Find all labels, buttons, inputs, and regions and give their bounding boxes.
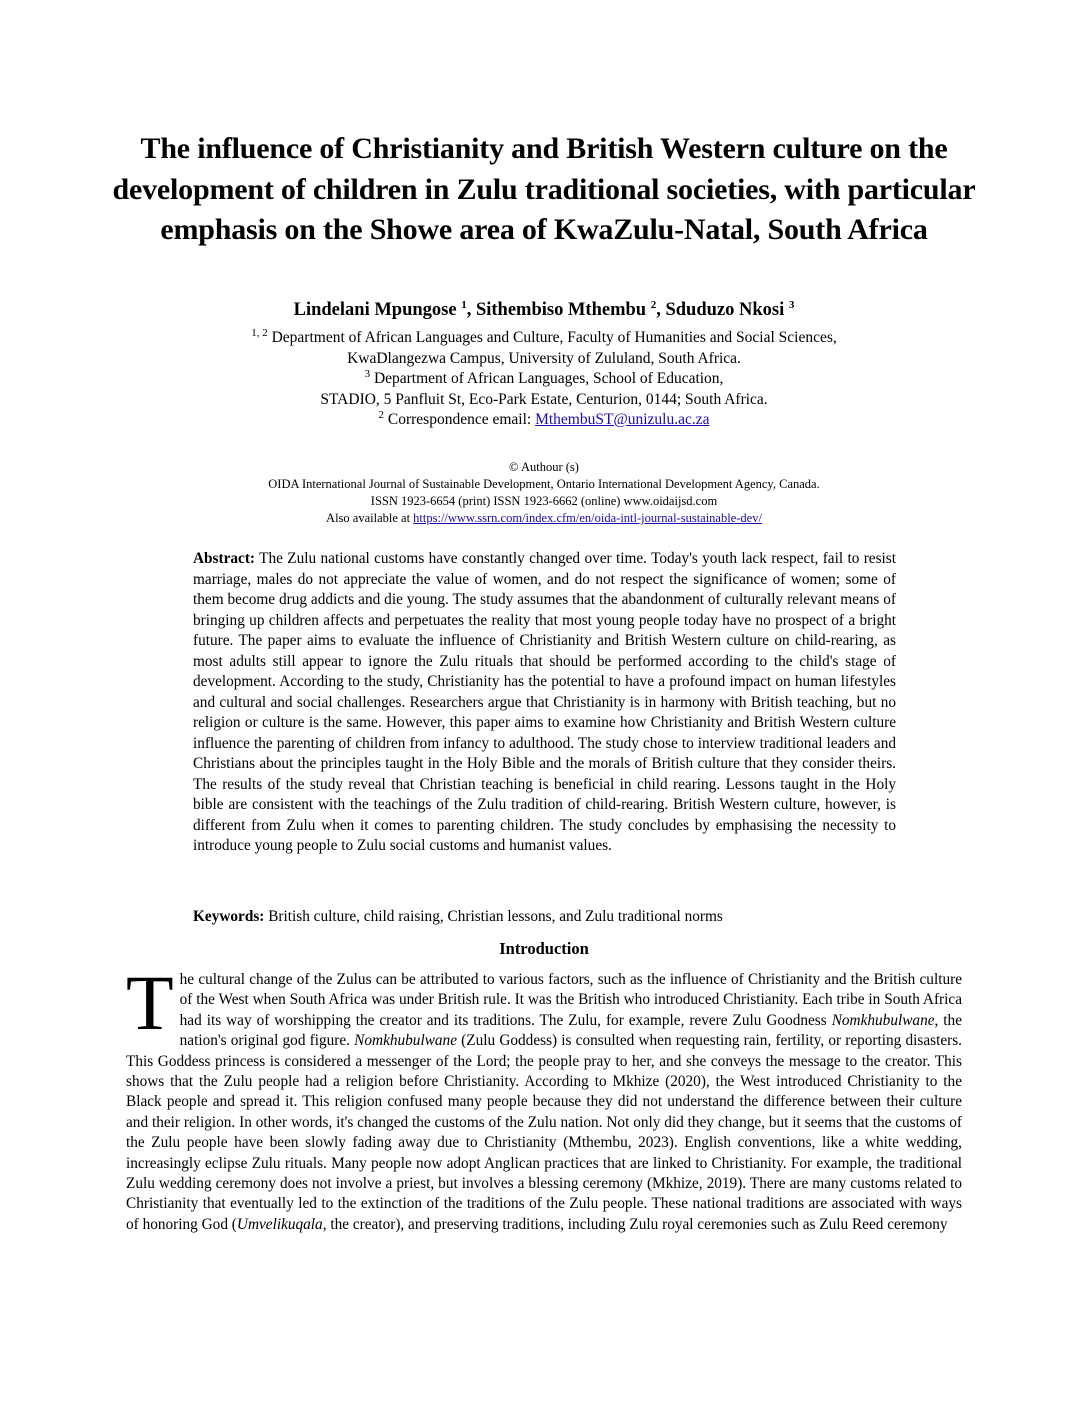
keywords-label: Keywords: [193,908,265,925]
intro-italic-term: Nomkhubulwane [354,1032,457,1050]
affiliation-line [0,369,1088,390]
affiliation-line [0,328,1088,349]
availability-label: Also available at [326,511,414,525]
author-name: Lindelani Mpungose [293,300,457,320]
author-name: Sithembiso Mthembu [475,300,647,320]
journal-line: OIDA International Journal of Sustainable Development, Ontario International Development Agency, Canada. [268,477,820,491]
correspondence-sup: 2 [378,408,384,421]
affiliations [0,328,1088,431]
introduction-body [126,959,962,1235]
intro-text: he cultural change of the Zulus can be attributed to various factors, such as the influence of Christianity and the British culture of the West when South Africa was under British rule. It was the British who introduced Christianity. Each tribe in South Africa had its way of worshipping the creator and its traditions. The Zulu, for example, revere Zulu Goodness [179,971,962,1029]
author-sup: 2 [650,298,657,311]
ssrn-link[interactable]: https://www.ssrn.com/index.cfm/en/oida-intl-journal-sustainable-dev/ [413,511,762,525]
intro-text: , the nation's original god figure. [179,1011,962,1050]
correspondence-line [0,410,1088,431]
publication-info [0,459,1088,527]
affiliation-sup: 1, 2 [251,326,268,339]
affiliation-line: KwaDlangezwa Campus, University of Zululand, South Africa. [347,349,741,367]
intro-text: (Zulu Goddess) is consulted when requesting rain, fertility, or reporting disasters. This Goddess princess is considered a messenger of the Lord; the people pray to her, and she conveys the message to the creator. This shows that the Zulu people had a religion before Christianity. According to Mkhize (2020), the West introduced Christianity to the Black people and spread it. This religion confused many people because they did not understand the difference between their culture and their religion. In other words, it's changed the customs of the Zulu nation. Not only did they change, but it seems that the customs of the Zulu people have been slowly fading away due to Christianity (Mthembu, 2023). English conventions, like a white wedding, increasingly eclipse Zulu rituals. Many people now adopt Anglican practices that are linked to Christianity. For example, the traditional Zulu wedding ceremony does not involve a priest, but involves a blessing ceremony (Mkhize, 2019). There are many customs related to Christianity that eventually led to the extinction of the traditions of the Zulu people. These national traditions are associated with ways of honoring God ( [126,1032,962,1233]
author-sup: 3 [788,298,795,311]
abstract [193,549,896,857]
abstract-text: The Zulu national customs have constantly changed over time. Today's youth lack respect, fail to resist marriage, males do not appreciate the value of women, and do not respect the significance of women; some of them become drug addicts and die young. The study assumes that the abandonment of culturally relevant means of bringing up children affects and perpetuates the reality that most young people today have no prospect of a bright future. The paper aims to evaluate the influence of Christianity and British Western culture on child-rearing, as most adults still appear to ignore the Zulu rituals that should be performed according to the child's stage of development. According to the study, Christianity has the potential to have a profound impact on human lifestyles and cultural and social challenges. Researchers argue that Christianity is in harmony with British teaching, but no religion or culture is the same. However, this paper aims to examine how Christianity and British Western culture influence the parenting of children from infancy to adulthood. The study chose to interview traditional leaders and Christians about the principles taught in the Holy Bible and the morals of British culture that they consider theirs. The results of the study reveal that Christian teaching is beneficial in child rearing. Lessons taught in the Holy bible are consistent with the teachings of the Zulu tradition of child-rearing. British Western culture, however, is different from Zulu when it comes to parenting children. The study concludes by emphasising the necessity to introduce young people to Zulu social customs and humanist values. [193,550,896,854]
affiliation-text: Department of African Languages and Culture, Faculty of Humanities and Social Sciences, [267,329,837,346]
section-heading-introduction: Introduction [499,939,589,958]
keywords [193,907,896,928]
abstract-label: Abstract: [193,550,256,567]
author-name: Sduduzo Nkosi [665,300,785,320]
paper-title: The influence of Christianity and British Western culture on the development of children in Zulu traditional societies, with particular emphasis on the Showe area of KwaZulu-Natal, South Africa [112,132,976,246]
intro-italic-term: Umvelikuqala [236,1215,323,1233]
intro-text: , the creator), and preserving traditions, including Zulu royal ceremonies such as Zulu Reed ceremony [322,1215,948,1233]
correspondence-label: Correspondence email: [384,411,536,428]
availability-line [0,510,1088,527]
copyright-line: © Authour (s) [509,460,579,474]
author-sup: 1 [461,298,467,311]
affiliation-sup: 3 [364,367,371,380]
intro-italic-term: Nomkhubulwane [831,1011,935,1029]
drop-cap: T [126,959,174,1046]
keywords-text: British culture, child raising, Christian lessons, and Zulu traditional norms [264,908,723,925]
author-separator: , [656,300,666,320]
correspondence-email-link[interactable]: MthembuST@unizulu.ac.za [535,411,710,428]
author-list [0,298,1088,322]
affiliation-text: Department of African Languages, School of Education, [370,370,724,387]
issn-line: ISSN 1923-6654 (print) ISSN 1923-6662 (online) www.oidaijsd.com [370,494,718,508]
author-separator: , [466,300,476,320]
affiliation-line: STADIO, 5 Panfluit St, Eco-Park Estate, Centurion, 0144; South Africa. [320,390,768,408]
